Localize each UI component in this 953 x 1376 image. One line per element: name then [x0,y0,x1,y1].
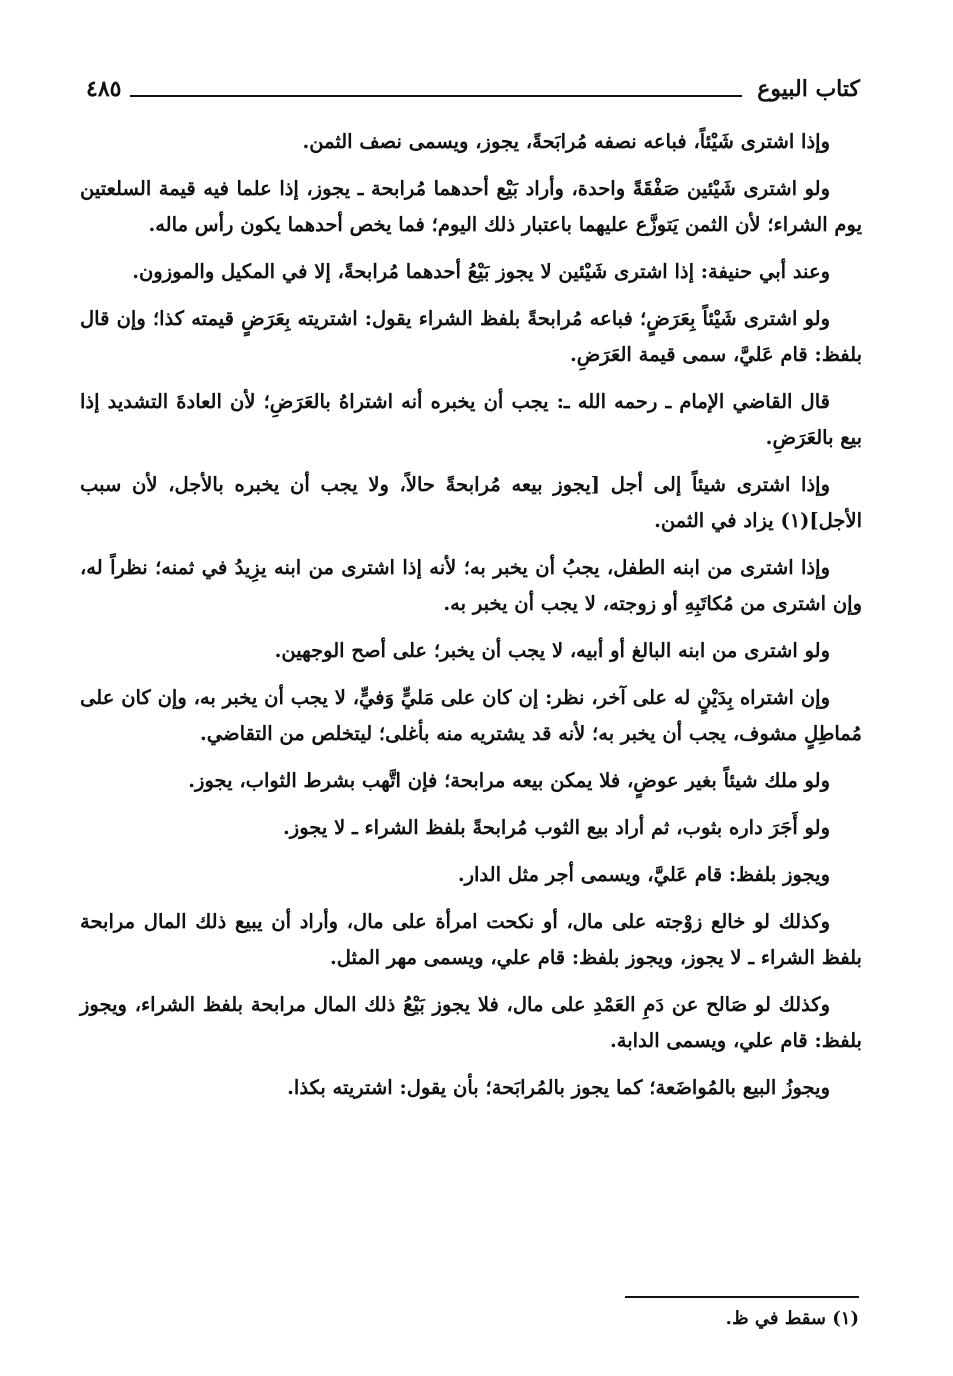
paragraph: ويجوزُ البيع بالمُواضَعة؛ كما يجوز بالمُرابَحة؛ بأن يقول: اشتريته بكذا. [287,1076,830,1099]
paragraph: ويجوز بلفظ: قام عَليَّ، ويسمى أجر مثل الدار. [457,863,830,886]
paragraph: وإن اشتراه بِدَيْنٍ له على آخر، نظر: إن كان على مَليٍّ وَفيٍّ، لا يجب أن يخبر به، وإن كان على مُماطِلٍ مشوف، يجب أن يخبر به؛ لأنه قد يشتريه منه بأغلى؛ ليتخلص من التقاضي. [80,686,862,745]
paragraph: وكذلك لو صَالح عن دَمِ العَمْدِ على مال، فلا يجوز بَيْعُ ذلك المال مرابحة بلفظ الشراء، ويجوز بلفظ: قام علي، ويسمى الدابة. [80,993,862,1052]
paragraph: ولو اشترى من ابنه البالغ أو أبيه، لا يجب أن يخبر؛ على أصح الوجهين. [274,639,830,662]
paragraph: وكذلك لو خالع زوْجته على مال، أو نكحت امرأة على مال، وأراد أن يبيع ذلك المال مرابحة بلفظ الشراء ـ لا يجوز، ويجوز بلفظ: قام علي، ويسمى مهر المثل. [80,910,862,969]
footnote: (١) سقط في ظ. [725,1308,859,1329]
paragraph: ولو أَجَرَ داره بثوب، ثم أراد بيع الثوب مُرابحةً بلفظ الشراء ـ لا يجوز. [283,816,830,839]
paragraph: ولو اشترى شَيْئاً بِعَرَضٍ؛ فباعه مُرابحةً بلفظ الشراء يقول: اشتريته بِعَرَضٍ قيمته كذا؛ وإن قال بلفظ: قام عَليَّ، سمى قيمة العَرَضِ. [80,307,862,366]
paragraph: وعند أبي حنيفة: إذا اشترى شَيْئين لا يجوز بَيْعُ أحدهما مُرابحةً، إلا في المكيل والموزون. [132,260,830,283]
header-rule [130,95,742,97]
body-text [80,124,862,1117]
footnote-rule [625,1296,859,1298]
paragraph: قال القاضي الإمام ـ رحمه الله ـ: يجب أن يخبره أنه اشتراهُ بالعَرَضِ؛ لأن العادةَ التشديد إذا بيع بالعَرَضِ. [80,390,862,449]
page-number: ٤٨٥ [86,76,122,102]
paragraph: ولو اشترى شَيْئين صَفْقَةً واحدة، وأراد بَيْع أحدهما مُرابحة ـ يجوز، إذا علما فيه قيمة السلعتين يوم الشراء؛ لأن الثمن يَتوزَّع عليهما باعتبار ذلك اليوم؛ فما يخص أحدهما يكون رأس ماله. [80,177,862,236]
paragraph: وإذا اشترى شيئاً إلى أجل [يجوز بيعه مُرابحةً حالاً، ولا يجب أن يخبره بالأجل، لأن سبب الأجل](١) يزاد في الثمن. [80,473,862,532]
running-header [86,76,860,110]
paragraph: وإذا اشترى من ابنه الطفل، يجبُ أن يخبر به؛ لأنه إذا اشترى من ابنه يزِيدُ في ثمنه؛ نظراً له، وإن اشترى من مُكاتَبِهِ أو زوجته، لا يجب أن يخبر به. [80,556,862,615]
paragraph: وإذا اشترى شَيْئاً، فباعه نصفه مُرابَحةً، يجوز، ويسمى نصف الثمن. [302,130,830,153]
paragraph: ولو ملك شيئاً بغير عوضٍ، فلا يمكن بيعه مرابحة؛ فإن اتَّهب بشرط الثواب، يجوز. [188,769,830,792]
chapter-title: كتاب البيوع [757,76,860,102]
